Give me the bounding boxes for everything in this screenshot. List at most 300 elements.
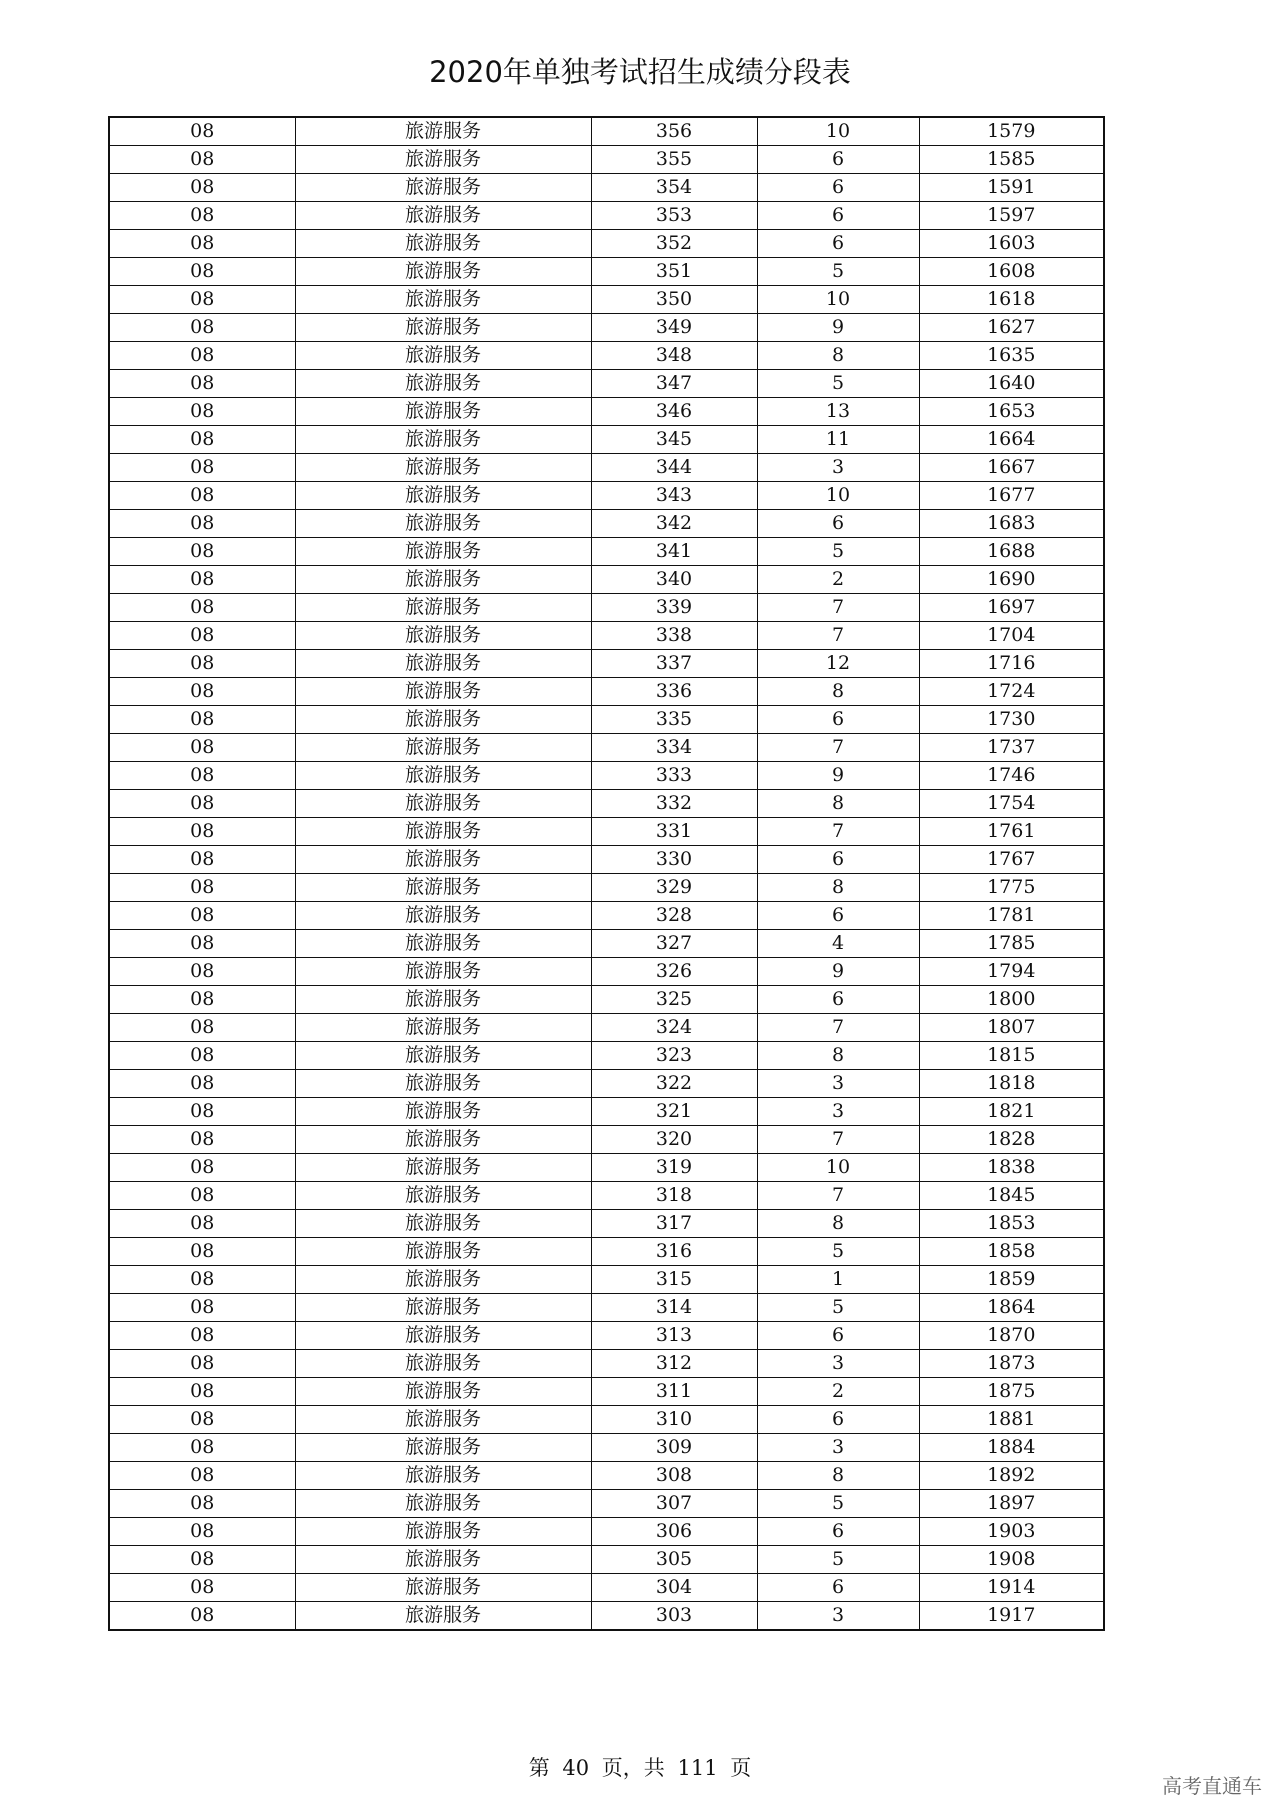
count-cell: 3 <box>757 1098 919 1126</box>
score-cell: 313 <box>591 1322 757 1350</box>
score-cell: 354 <box>591 174 757 202</box>
category-code-cell: 08 <box>109 762 295 790</box>
cumulative-cell: 1781 <box>919 902 1104 930</box>
category-code-cell: 08 <box>109 1406 295 1434</box>
cumulative-cell: 1875 <box>919 1378 1104 1406</box>
cumulative-cell: 1845 <box>919 1182 1104 1210</box>
count-cell: 6 <box>757 986 919 1014</box>
count-cell: 7 <box>757 1126 919 1154</box>
category-code-cell: 08 <box>109 1546 295 1574</box>
category-code-cell: 08 <box>109 902 295 930</box>
score-cell: 327 <box>591 930 757 958</box>
table-row <box>109 902 1104 930</box>
table-row <box>109 314 1104 342</box>
major-cell: 旅游服务 <box>295 314 591 342</box>
major-cell: 旅游服务 <box>295 1014 591 1042</box>
score-cell: 323 <box>591 1042 757 1070</box>
cumulative-cell: 1881 <box>919 1406 1104 1434</box>
table-row <box>109 1350 1104 1378</box>
cumulative-cell: 1716 <box>919 650 1104 678</box>
score-cell: 344 <box>591 454 757 482</box>
count-cell: 6 <box>757 1518 919 1546</box>
table-row <box>109 454 1104 482</box>
score-cell: 322 <box>591 1070 757 1098</box>
table-row <box>109 1574 1104 1602</box>
major-cell: 旅游服务 <box>295 1126 591 1154</box>
cumulative-cell: 1724 <box>919 678 1104 706</box>
cumulative-cell: 1667 <box>919 454 1104 482</box>
category-code-cell: 08 <box>109 1294 295 1322</box>
table-row <box>109 566 1104 594</box>
major-cell: 旅游服务 <box>295 1182 591 1210</box>
score-cell: 346 <box>591 398 757 426</box>
category-code-cell: 08 <box>109 258 295 286</box>
table-row <box>109 986 1104 1014</box>
category-code-cell: 08 <box>109 622 295 650</box>
score-cell: 316 <box>591 1238 757 1266</box>
major-cell: 旅游服务 <box>295 1238 591 1266</box>
score-cell: 311 <box>591 1378 757 1406</box>
category-code-cell: 08 <box>109 1126 295 1154</box>
cumulative-cell: 1677 <box>919 482 1104 510</box>
table-row <box>109 678 1104 706</box>
table-row <box>109 258 1104 286</box>
major-cell: 旅游服务 <box>295 902 591 930</box>
count-cell: 3 <box>757 1350 919 1378</box>
major-cell: 旅游服务 <box>295 1154 591 1182</box>
score-cell: 326 <box>591 958 757 986</box>
cumulative-cell: 1653 <box>919 398 1104 426</box>
category-code-cell: 08 <box>109 1462 295 1490</box>
table-row <box>109 1182 1104 1210</box>
count-cell: 10 <box>757 1154 919 1182</box>
major-cell: 旅游服务 <box>295 1210 591 1238</box>
score-cell: 333 <box>591 762 757 790</box>
count-cell: 6 <box>757 706 919 734</box>
cumulative-cell: 1897 <box>919 1490 1104 1518</box>
cumulative-cell: 1608 <box>919 258 1104 286</box>
category-code-cell: 08 <box>109 1350 295 1378</box>
major-cell: 旅游服务 <box>295 342 591 370</box>
count-cell: 9 <box>757 958 919 986</box>
score-cell: 352 <box>591 230 757 258</box>
score-cell: 339 <box>591 594 757 622</box>
cumulative-cell: 1730 <box>919 706 1104 734</box>
category-code-cell: 08 <box>109 1322 295 1350</box>
cumulative-cell: 1818 <box>919 1070 1104 1098</box>
page-footer: 第 40 页，共 111 页 <box>528 1756 752 1780</box>
count-cell: 6 <box>757 902 919 930</box>
table-row <box>109 1042 1104 1070</box>
count-cell: 7 <box>757 818 919 846</box>
category-code-cell: 08 <box>109 174 295 202</box>
major-cell: 旅游服务 <box>295 146 591 174</box>
table-row <box>109 1518 1104 1546</box>
major-cell: 旅游服务 <box>295 986 591 1014</box>
score-cell: 304 <box>591 1574 757 1602</box>
score-cell: 317 <box>591 1210 757 1238</box>
major-cell: 旅游服务 <box>295 174 591 202</box>
category-code-cell: 08 <box>109 650 295 678</box>
score-cell: 340 <box>591 566 757 594</box>
category-code-cell: 08 <box>109 342 295 370</box>
score-cell: 324 <box>591 1014 757 1042</box>
score-cell: 315 <box>591 1266 757 1294</box>
table-row <box>109 790 1104 818</box>
category-code-cell: 08 <box>109 1182 295 1210</box>
score-cell: 307 <box>591 1490 757 1518</box>
category-code-cell: 08 <box>109 1490 295 1518</box>
count-cell: 7 <box>757 622 919 650</box>
major-cell: 旅游服务 <box>295 510 591 538</box>
category-code-cell: 08 <box>109 986 295 1014</box>
cumulative-cell: 1853 <box>919 1210 1104 1238</box>
major-cell: 旅游服务 <box>295 258 591 286</box>
major-cell: 旅游服务 <box>295 1490 591 1518</box>
major-cell: 旅游服务 <box>295 650 591 678</box>
major-cell: 旅游服务 <box>295 1322 591 1350</box>
category-code-cell: 08 <box>109 1602 295 1631</box>
table-row <box>109 846 1104 874</box>
table-row <box>109 650 1104 678</box>
table-row <box>109 117 1104 146</box>
table-row <box>109 510 1104 538</box>
major-cell: 旅游服务 <box>295 1546 591 1574</box>
count-cell: 1 <box>757 1266 919 1294</box>
cumulative-cell: 1785 <box>919 930 1104 958</box>
major-cell: 旅游服务 <box>295 762 591 790</box>
score-cell: 353 <box>591 202 757 230</box>
table-row <box>109 1490 1104 1518</box>
table-row <box>109 174 1104 202</box>
score-cell: 318 <box>591 1182 757 1210</box>
count-cell: 3 <box>757 454 919 482</box>
cumulative-cell: 1618 <box>919 286 1104 314</box>
count-cell: 12 <box>757 650 919 678</box>
count-cell: 3 <box>757 1070 919 1098</box>
score-cell: 351 <box>591 258 757 286</box>
score-table <box>108 116 1105 1631</box>
count-cell: 11 <box>757 426 919 454</box>
cumulative-cell: 1635 <box>919 342 1104 370</box>
table-row <box>109 1602 1104 1631</box>
cumulative-cell: 1737 <box>919 734 1104 762</box>
count-cell: 10 <box>757 117 919 146</box>
major-cell: 旅游服务 <box>295 1294 591 1322</box>
count-cell: 8 <box>757 790 919 818</box>
category-code-cell: 08 <box>109 538 295 566</box>
major-cell: 旅游服务 <box>295 370 591 398</box>
table-row <box>109 734 1104 762</box>
cumulative-cell: 1688 <box>919 538 1104 566</box>
table-row <box>109 538 1104 566</box>
table-row <box>109 1462 1104 1490</box>
count-cell: 5 <box>757 1238 919 1266</box>
score-cell: 332 <box>591 790 757 818</box>
major-cell: 旅游服务 <box>295 958 591 986</box>
category-code-cell: 08 <box>109 594 295 622</box>
count-cell: 6 <box>757 146 919 174</box>
table-row <box>109 1294 1104 1322</box>
table-body <box>109 117 1104 1630</box>
cumulative-cell: 1794 <box>919 958 1104 986</box>
category-code-cell: 08 <box>109 1070 295 1098</box>
cumulative-cell: 1917 <box>919 1602 1104 1631</box>
major-cell: 旅游服务 <box>295 1462 591 1490</box>
category-code-cell: 08 <box>109 454 295 482</box>
category-code-cell: 08 <box>109 846 295 874</box>
table-row <box>109 1210 1104 1238</box>
count-cell: 3 <box>757 1434 919 1462</box>
category-code-cell: 08 <box>109 1014 295 1042</box>
count-cell: 8 <box>757 1210 919 1238</box>
score-cell: 319 <box>591 1154 757 1182</box>
category-code-cell: 08 <box>109 314 295 342</box>
category-code-cell: 08 <box>109 958 295 986</box>
category-code-cell: 08 <box>109 874 295 902</box>
cumulative-cell: 1603 <box>919 230 1104 258</box>
score-cell: 320 <box>591 1126 757 1154</box>
major-cell: 旅游服务 <box>295 706 591 734</box>
cumulative-cell: 1704 <box>919 622 1104 650</box>
count-cell: 7 <box>757 1182 919 1210</box>
major-cell: 旅游服务 <box>295 1378 591 1406</box>
table-row <box>109 1126 1104 1154</box>
category-code-cell: 08 <box>109 426 295 454</box>
score-cell: 321 <box>591 1098 757 1126</box>
count-cell: 8 <box>757 678 919 706</box>
table-row <box>109 930 1104 958</box>
cumulative-cell: 1807 <box>919 1014 1104 1042</box>
major-cell: 旅游服务 <box>295 1070 591 1098</box>
cumulative-cell: 1873 <box>919 1350 1104 1378</box>
count-cell: 6 <box>757 510 919 538</box>
cumulative-cell: 1914 <box>919 1574 1104 1602</box>
table-row <box>109 1546 1104 1574</box>
category-code-cell: 08 <box>109 202 295 230</box>
cumulative-cell: 1828 <box>919 1126 1104 1154</box>
score-cell: 329 <box>591 874 757 902</box>
table-row <box>109 1098 1104 1126</box>
major-cell: 旅游服务 <box>295 1406 591 1434</box>
table-row <box>109 370 1104 398</box>
cumulative-cell: 1884 <box>919 1434 1104 1462</box>
watermark: 高考直通车 <box>1162 1774 1262 1798</box>
category-code-cell: 08 <box>109 1518 295 1546</box>
table-row <box>109 762 1104 790</box>
count-cell: 6 <box>757 174 919 202</box>
category-code-cell: 08 <box>109 286 295 314</box>
major-cell: 旅游服务 <box>295 1518 591 1546</box>
major-cell: 旅游服务 <box>295 930 591 958</box>
count-cell: 6 <box>757 1574 919 1602</box>
cumulative-cell: 1870 <box>919 1322 1104 1350</box>
table-row <box>109 1434 1104 1462</box>
page-title: 2020年单独考试招生成绩分段表 <box>429 55 851 89</box>
score-cell: 303 <box>591 1602 757 1631</box>
cumulative-cell: 1908 <box>919 1546 1104 1574</box>
category-code-cell: 08 <box>109 117 295 146</box>
score-cell: 331 <box>591 818 757 846</box>
count-cell: 3 <box>757 1602 919 1631</box>
major-cell: 旅游服务 <box>295 1098 591 1126</box>
score-cell: 308 <box>591 1462 757 1490</box>
score-cell: 338 <box>591 622 757 650</box>
count-cell: 10 <box>757 482 919 510</box>
cumulative-cell: 1775 <box>919 874 1104 902</box>
count-cell: 5 <box>757 1294 919 1322</box>
category-code-cell: 08 <box>109 818 295 846</box>
count-cell: 7 <box>757 734 919 762</box>
table-row <box>109 622 1104 650</box>
score-cell: 314 <box>591 1294 757 1322</box>
score-cell: 310 <box>591 1406 757 1434</box>
table-row <box>109 706 1104 734</box>
count-cell: 2 <box>757 566 919 594</box>
table-row <box>109 1238 1104 1266</box>
major-cell: 旅游服务 <box>295 1602 591 1631</box>
cumulative-cell: 1864 <box>919 1294 1104 1322</box>
cumulative-cell: 1838 <box>919 1154 1104 1182</box>
major-cell: 旅游服务 <box>295 622 591 650</box>
table-row <box>109 1070 1104 1098</box>
cumulative-cell: 1579 <box>919 117 1104 146</box>
score-cell: 328 <box>591 902 757 930</box>
score-cell: 309 <box>591 1434 757 1462</box>
major-cell: 旅游服务 <box>295 874 591 902</box>
count-cell: 7 <box>757 1014 919 1042</box>
category-code-cell: 08 <box>109 678 295 706</box>
table-row <box>109 202 1104 230</box>
category-code-cell: 08 <box>109 398 295 426</box>
count-cell: 6 <box>757 1406 919 1434</box>
category-code-cell: 08 <box>109 510 295 538</box>
cumulative-cell: 1761 <box>919 818 1104 846</box>
cumulative-cell: 1664 <box>919 426 1104 454</box>
category-code-cell: 08 <box>109 1210 295 1238</box>
major-cell: 旅游服务 <box>295 286 591 314</box>
major-cell: 旅游服务 <box>295 454 591 482</box>
cumulative-cell: 1903 <box>919 1518 1104 1546</box>
table-row <box>109 342 1104 370</box>
cumulative-cell: 1683 <box>919 510 1104 538</box>
major-cell: 旅游服务 <box>295 426 591 454</box>
score-cell: 335 <box>591 706 757 734</box>
category-code-cell: 08 <box>109 930 295 958</box>
table-row <box>109 1378 1104 1406</box>
category-code-cell: 08 <box>109 1378 295 1406</box>
count-cell: 5 <box>757 1546 919 1574</box>
score-cell: 342 <box>591 510 757 538</box>
table-row <box>109 230 1104 258</box>
major-cell: 旅游服务 <box>295 398 591 426</box>
cumulative-cell: 1627 <box>919 314 1104 342</box>
major-cell: 旅游服务 <box>295 566 591 594</box>
score-cell: 355 <box>591 146 757 174</box>
score-cell: 349 <box>591 314 757 342</box>
count-cell: 5 <box>757 370 919 398</box>
category-code-cell: 08 <box>109 706 295 734</box>
score-cell: 343 <box>591 482 757 510</box>
count-cell: 9 <box>757 762 919 790</box>
count-cell: 8 <box>757 342 919 370</box>
cumulative-cell: 1754 <box>919 790 1104 818</box>
count-cell: 5 <box>757 538 919 566</box>
major-cell: 旅游服务 <box>295 790 591 818</box>
table-row <box>109 1406 1104 1434</box>
cumulative-cell: 1746 <box>919 762 1104 790</box>
category-code-cell: 08 <box>109 1574 295 1602</box>
cumulative-cell: 1858 <box>919 1238 1104 1266</box>
score-cell: 356 <box>591 117 757 146</box>
major-cell: 旅游服务 <box>295 1350 591 1378</box>
major-cell: 旅游服务 <box>295 117 591 146</box>
cumulative-cell: 1697 <box>919 594 1104 622</box>
major-cell: 旅游服务 <box>295 202 591 230</box>
table-row <box>109 818 1104 846</box>
table-row <box>109 146 1104 174</box>
cumulative-cell: 1690 <box>919 566 1104 594</box>
count-cell: 6 <box>757 846 919 874</box>
count-cell: 6 <box>757 202 919 230</box>
category-code-cell: 08 <box>109 370 295 398</box>
major-cell: 旅游服务 <box>295 734 591 762</box>
table-row <box>109 1154 1104 1182</box>
count-cell: 9 <box>757 314 919 342</box>
major-cell: 旅游服务 <box>295 1042 591 1070</box>
score-cell: 330 <box>591 846 757 874</box>
count-cell: 8 <box>757 874 919 902</box>
category-code-cell: 08 <box>109 1154 295 1182</box>
score-cell: 337 <box>591 650 757 678</box>
cumulative-cell: 1892 <box>919 1462 1104 1490</box>
category-code-cell: 08 <box>109 1434 295 1462</box>
major-cell: 旅游服务 <box>295 1434 591 1462</box>
major-cell: 旅游服务 <box>295 230 591 258</box>
table-row <box>109 874 1104 902</box>
major-cell: 旅游服务 <box>295 846 591 874</box>
major-cell: 旅游服务 <box>295 678 591 706</box>
cumulative-cell: 1859 <box>919 1266 1104 1294</box>
score-cell: 341 <box>591 538 757 566</box>
major-cell: 旅游服务 <box>295 1574 591 1602</box>
table-row <box>109 398 1104 426</box>
table-row <box>109 1014 1104 1042</box>
score-cell: 347 <box>591 370 757 398</box>
count-cell: 4 <box>757 930 919 958</box>
table-row <box>109 594 1104 622</box>
cumulative-cell: 1640 <box>919 370 1104 398</box>
category-code-cell: 08 <box>109 734 295 762</box>
score-cell: 325 <box>591 986 757 1014</box>
category-code-cell: 08 <box>109 482 295 510</box>
category-code-cell: 08 <box>109 566 295 594</box>
major-cell: 旅游服务 <box>295 482 591 510</box>
score-cell: 345 <box>591 426 757 454</box>
cumulative-cell: 1767 <box>919 846 1104 874</box>
cumulative-cell: 1815 <box>919 1042 1104 1070</box>
category-code-cell: 08 <box>109 790 295 818</box>
major-cell: 旅游服务 <box>295 818 591 846</box>
count-cell: 2 <box>757 1378 919 1406</box>
count-cell: 5 <box>757 258 919 286</box>
count-cell: 8 <box>757 1462 919 1490</box>
score-cell: 350 <box>591 286 757 314</box>
score-cell: 306 <box>591 1518 757 1546</box>
category-code-cell: 08 <box>109 1098 295 1126</box>
count-cell: 6 <box>757 230 919 258</box>
category-code-cell: 08 <box>109 1266 295 1294</box>
